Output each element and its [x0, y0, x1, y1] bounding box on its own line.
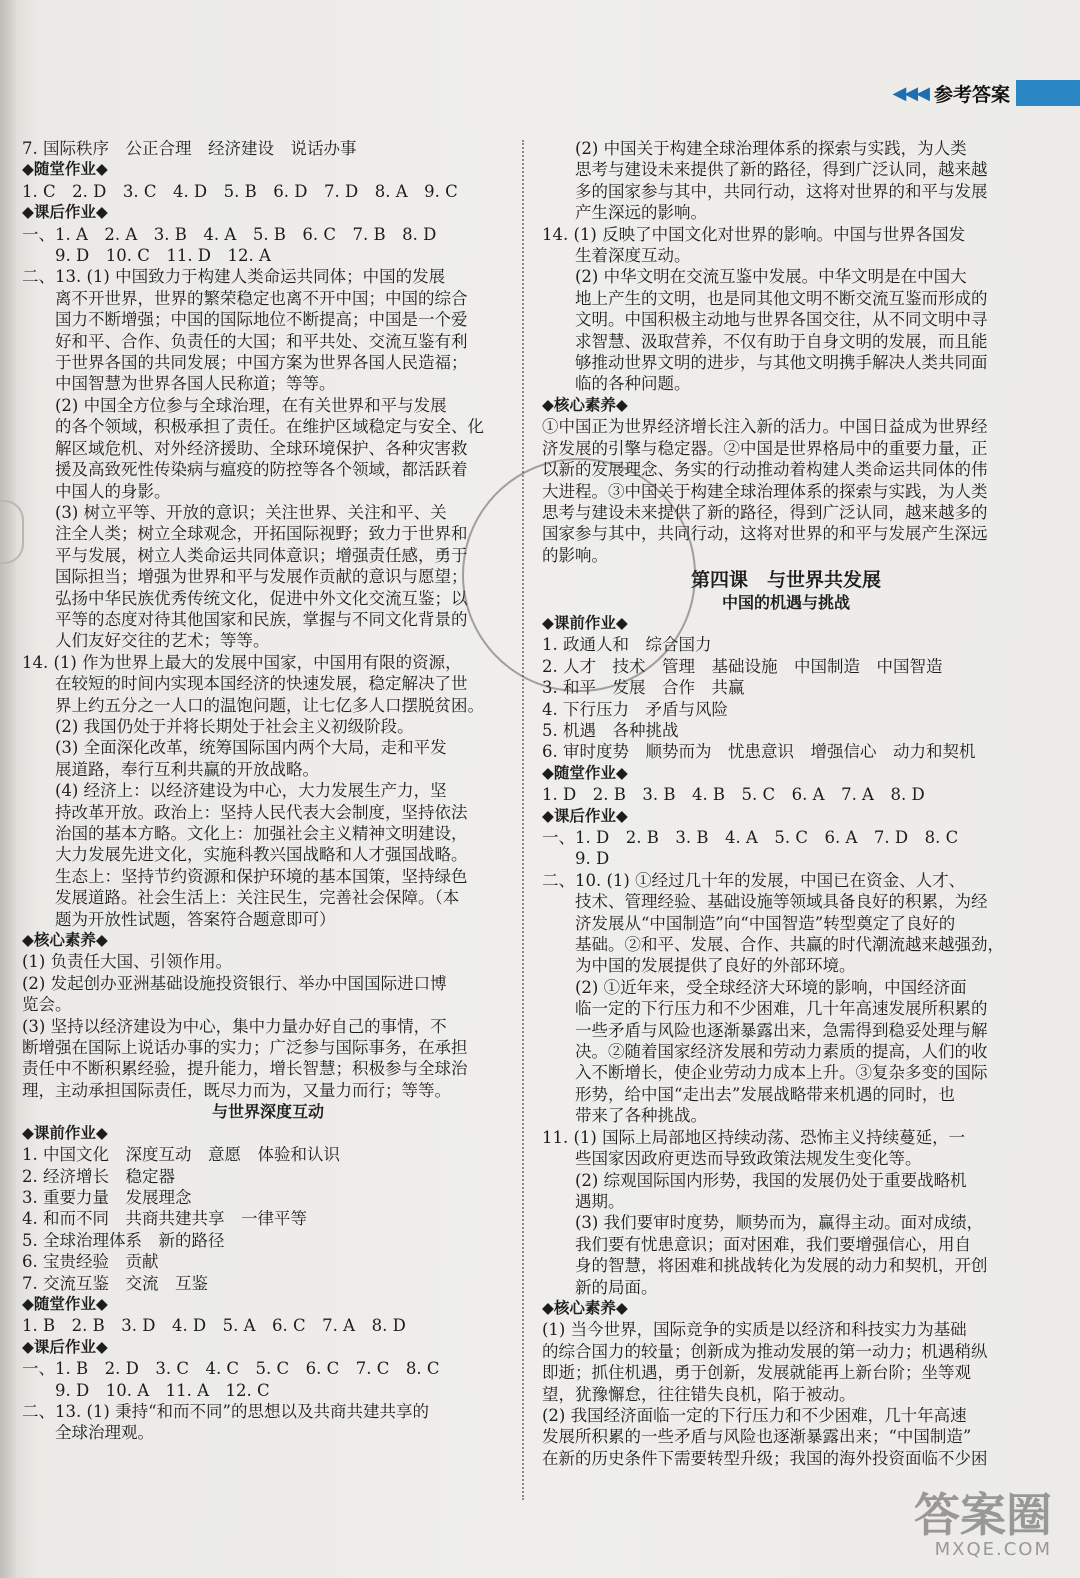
right-text-line: 在新的历史条件下需要转型升级；我国的海外投资面临不少困	[542, 1448, 988, 1468]
right-text-line: 济发展从“中国制造”向“中国智造”转型奠定了良好的	[542, 913, 956, 933]
right-text-line: ◆核心素养◆	[542, 395, 628, 414]
right-text-line: 以新的发展理念、务实的行动推动着构建人类命运共同体的伟	[542, 460, 988, 480]
left-text-line: 7. 交流互鉴 交流 互鉴	[22, 1273, 208, 1293]
left-text-line: 的各个领域，积极承担了责任。在维护区域稳定与安全、化	[22, 417, 484, 437]
right-text-line: 生着深度互动。	[542, 246, 691, 266]
left-text-line: 在较短的时间内实现本国经济的快速发展，稳定解决了世	[22, 674, 468, 694]
left-text-line: (3) 坚持以经济建设为中心，集中力量办好自己的事情，不	[22, 1016, 447, 1036]
left-text-line: 界上约五分之一人口的温饱问题，让七亿多人口摆脱贫困。	[22, 695, 484, 715]
left-text-line: 览会。	[22, 995, 72, 1015]
right-text-line: 地上产生的文明，也是同其他文明不断交流互鉴而形成的	[542, 288, 988, 308]
left-text-line: 于世界各国的共同发展；中国方案为世界各国人民造福；	[22, 353, 468, 373]
right-text-line: 望，犹豫懈怠，往往错失良机，陷于被动。	[542, 1384, 856, 1404]
left-text-line: ◆课后作业◆	[22, 1337, 108, 1356]
left-text-line: 14. (1) 作为世界上最大的发展中国家，中国用有限的资源，	[22, 652, 462, 672]
left-text-line: 中国人的身影。	[22, 481, 171, 501]
right-text-line: 2. 人才 技术 管理 基础设施 中国制造 中国智造	[542, 656, 943, 676]
left-text-line: 平等的态度对待其他国家和民族，掌握与不同文化背景的	[22, 609, 468, 629]
left-text-line: ◆随堂作业◆	[22, 160, 108, 179]
left-text-line: 断增强在国际上说话办事的实力；广泛参与国际事务，在承担	[22, 1038, 468, 1058]
left-text-line: 展道路，奉行互利共赢的开放战略。	[22, 759, 319, 779]
right-text-line: 我们要有忧患意识；面对困难，我们要增强信心，用自	[542, 1234, 971, 1254]
right-text-line: 入不断增长，使企业劳动力成本上升。③复杂多变的国际	[542, 1063, 988, 1083]
left-text-line: 7. 国际秩序 公正合理 经济建设 说话办事	[22, 139, 357, 158]
right-text-line: (2) 中国关于构建全球治理体系的探索与实践，为人类	[542, 139, 967, 158]
left-text-line: 一、1. A 2. A 3. B 4. A 5. B 6. C 7. B 8. D	[22, 224, 437, 244]
right-text-line: 求智慧、汲取营养，不仅有助于自身文明的发展，而且能	[542, 331, 988, 351]
left-text-line: (4) 经济上：以经济建设为中心，大力发展生产力，坚	[22, 781, 447, 801]
right-text-line: ◆核心素养◆	[542, 1298, 628, 1317]
right-text-line: 9. D	[542, 849, 610, 869]
left-column	[22, 138, 514, 1444]
left-text-line: 弘扬中华民族优秀传统文化，促进中外文化交流互鉴；以	[22, 588, 468, 608]
right-text-line: 大进程。③中国关于构建全球治理体系的探索与实践，为人类	[542, 481, 988, 501]
right-text-line: 1. 政通人和 综合国力	[542, 635, 712, 655]
right-text-line: 济发展的引擎与稳定器。②中国是世界格局中的重要力量，正	[542, 438, 988, 458]
left-text-line: 好和平、合作、负责任的大国；和平共处、交流互鉴有利	[22, 331, 468, 351]
watermark-logo-text: 答案圈	[914, 1488, 1052, 1542]
left-text-line: 与世界深度互动	[211, 1102, 324, 1122]
right-text-line: 临的各种问题。	[542, 374, 691, 394]
right-text-line: 4. 下行压力 矛盾与风险	[542, 699, 728, 719]
right-text-line: 新的局面。	[542, 1277, 658, 1297]
left-text-line: 题为开放性试题，答案符合题意即可）	[22, 909, 336, 929]
left-text-line: 平与发展，树立人类命运共同体意识；增强责任感，勇于	[22, 545, 468, 565]
left-text-line: 发展道路。社会生活上：关注民生，完善社会保障。（本	[22, 888, 460, 908]
right-text-line: 为中国的发展提供了良好的外部环境。	[542, 956, 856, 976]
left-text-line: 一、1. B 2. D 3. C 4. C 5. C 6. C 7. C 8. C	[22, 1359, 440, 1379]
left-text-line: 1. 中国文化 深度互动 意愿 体验和认识	[22, 1145, 340, 1165]
right-text-line: 一、1. D 2. B 3. B 4. A 5. C 6. A 7. D 8. C	[542, 828, 959, 847]
right-text-line: 二、10. (1) ①经过几十年的发展，中国已在资金、人才、	[542, 870, 966, 890]
right-text-line: ①中国正为世界经济增长注入新的活力。中国日益成为世界经	[542, 417, 988, 437]
right-text-line: 14. (1) 反映了中国文化对世界的影响。中国与世界各国发	[542, 224, 966, 244]
left-text-line: 2. 经济增长 稳定器	[22, 1166, 175, 1186]
right-text-line: ◆课后作业◆	[542, 806, 628, 825]
right-text-line: 基础。②和平、发展、合作、共赢的时代潮流越来越强劲，	[542, 935, 1004, 955]
left-text-line: 离不开世界，世界的繁荣稳定也离不开中国；中国的综合	[22, 288, 468, 308]
left-text-line: 全球治理观。	[22, 1423, 154, 1443]
right-text-line: 1. D 2. B 3. B 4. B 5. C 6. A 7. A 8. D	[542, 785, 925, 805]
right-text-line: 的综合国力的较量；创新成为推动发展的第一动力；机遇稍纵	[542, 1341, 988, 1361]
left-text-line: 1. B 2. B 3. D 4. D 5. A 6. C 7. A 8. D	[22, 1316, 406, 1336]
right-text-line: ◆随堂作业◆	[542, 763, 628, 782]
right-text-line: (2) 我国经济面临一定的下行压力和不少困难，几十年高速	[542, 1405, 967, 1425]
right-text-line: 第四课 与世界共发展	[690, 570, 881, 592]
left-text-line: ◆课前作业◆	[22, 1123, 108, 1142]
left-text-line: 理，主动承担国际责任，既尽力而为，又量力而行；等等。	[22, 1080, 451, 1100]
right-text-line: 5. 机遇 各种挑战	[542, 720, 679, 740]
page-header	[892, 78, 1080, 108]
right-text-line: 带来了各种挑战。	[542, 1106, 707, 1126]
right-text-line: 思考与建设未来提供了新的路径，得到广泛认同，越来越多的	[542, 502, 988, 522]
left-text-line: 大力发展先进文化，实施科教兴国战略和人才强国战略。	[22, 845, 468, 865]
left-text-line: 国际担当；增强为世界和平与发展作贡献的意识与愿望；	[22, 567, 468, 587]
right-text-line: (1) 当今世界，国际竞争的实质是以经济和科技实力为基础	[542, 1320, 967, 1340]
left-text-line: 4. 和而不同 共商共建共享 一律平等	[22, 1209, 307, 1229]
right-text-line: 遇期。	[542, 1191, 625, 1211]
right-text-line: 文明。中国积极主动地与世界各国交往，从不同文明中寻	[542, 310, 988, 330]
left-text-line: 注全人类；树立全球观念，开拓国际视野；致力于世界和	[22, 524, 468, 544]
column-divider	[522, 140, 524, 1500]
left-text-line: ◆随堂作业◆	[22, 1294, 108, 1313]
left-text-line: 二、13. (1) 秉持“和而不同”的思想以及共商共建共享的	[22, 1401, 429, 1421]
right-text-line: (2) 中华文明在交流互鉴中发展。中华文明是在中国大	[542, 267, 967, 287]
right-text-line: 产生深远的影响。	[542, 203, 707, 223]
right-text-line: 技术、管理经验、基础设施等领域具备良好的积累，为经	[542, 892, 988, 912]
right-text-line: 形势，给中国“走出去”发展战略带来机遇的同时，也	[542, 1084, 955, 1104]
right-text-line: 够推动世界文明的进步，与其他文明携手解决人类共同面	[542, 353, 988, 373]
left-text-line: 9. D 10. C 11. D 12. A	[22, 246, 271, 266]
right-text-line: ◆课前作业◆	[542, 613, 628, 632]
right-text-line: 的影响。	[542, 545, 608, 565]
triple-arrow-icon: ◀◀◀	[892, 82, 928, 104]
site-watermark	[914, 1488, 1052, 1560]
right-text-line: (2) ①近年来，受全球经济大环境的影响，中国经济面	[542, 977, 967, 997]
right-column	[542, 138, 1030, 1469]
watermark-url: MXQE.COM	[934, 1539, 1052, 1560]
right-text-line: 即逝；抓住机遇，勇于创新，发展就能再上新台阶；坐等观	[542, 1363, 971, 1383]
right-text-line: 6. 审时度势 顺势而为 忧患意识 增强信心 动力和契机	[542, 742, 976, 762]
right-text-line: 一些矛盾与风险也逐渐暴露出来，急需得到稳妥处理与解	[542, 1020, 988, 1040]
left-text-line: (3) 树立平等、开放的意识；关注世界、关注和平、关	[22, 502, 447, 522]
left-text-line: 中国智慧为世界各国人民称道；等等。	[22, 374, 336, 394]
left-text-line: 人们友好交往的艺术；等等。	[22, 631, 270, 651]
left-text-line: 援及高致死性传染病与瘟疫的防控等各个领域，都活跃着	[22, 460, 468, 480]
right-text-line: 国家参与其中，共同行动，这将对世界的和平与发展产生深远	[542, 524, 988, 544]
left-text-line: 6. 宝贵经验 贡献	[22, 1252, 159, 1272]
right-text-line: 决。②随着国家经济发展和劳动力素质的提高，人们的收	[542, 1042, 988, 1062]
left-text-line: ◆核心素养◆	[22, 931, 108, 950]
right-text-line: (2) 综观国际国内形势，我国的发展仍处于重要战略机	[542, 1170, 967, 1190]
right-text-line: (3) 我们要审时度势，顺势而为，赢得主动。面对成绩，	[542, 1213, 984, 1233]
left-text-line: 责任中不断积累经验，提升能力，增长智慧；积极参与全球治	[22, 1059, 468, 1079]
right-text-line: 发展所积累的一些矛盾与风险也逐渐暴露出来；“中国制造”	[542, 1427, 972, 1447]
header-title: 参考答案	[933, 83, 1010, 106]
right-text-line: 思考与建设未来提供了新的路径，得到广泛认同，越来越	[542, 160, 988, 180]
left-text-line: 解区域危机、对外经济援助、全球环境保护、各种灾害救	[22, 438, 468, 458]
left-text-line: 持改革开放。政治上：坚持人民代表大会制度，坚持依法	[22, 802, 468, 822]
left-text-line: 国力不断增强；中国的国际地位不断提高；中国是一个爱	[22, 310, 468, 330]
left-text-line: 9. D 10. A 11. A 12. C	[22, 1380, 270, 1400]
right-text-line: 3. 和平 发展 合作 共赢	[542, 678, 745, 698]
left-text-line: (2) 中国全方位参与全球治理，在有关世界和平与发展	[22, 395, 447, 415]
left-text-line: 3. 重要力量 发展理念	[22, 1187, 192, 1207]
left-text-line: 1. C 2. D 3. C 4. D 5. B 6. D 7. D 8. A 9. C	[22, 181, 458, 201]
right-text-line: 多的国家参与其中，共同行动，这将对世界的和平与发展	[542, 181, 988, 201]
left-text-line: (2) 发起创办亚洲基础设施投资银行、举办中国国际进口博	[22, 973, 447, 993]
left-text-line: (1) 负责任大国、引领作用。	[22, 952, 233, 972]
header-accent-bar	[1016, 80, 1080, 106]
left-text-line: ◆课后作业◆	[22, 203, 108, 222]
left-text-line: 二、13. (1) 中国致力于构建人类命运共同体；中国的发展	[22, 267, 446, 287]
right-text-line: 身的智慧，将困难和挑战转化为发展的动力和契机，开创	[542, 1256, 988, 1276]
left-text-line: 生态上：坚持节约资源和保护环境的基本国策，坚持绿色	[22, 866, 468, 886]
right-text-line: 11. (1) 国际上局部地区持续动荡、恐怖主义持续蔓延，一	[542, 1127, 966, 1147]
left-text-line: (2) 我国仍处于并将长期处于社会主义初级阶段。	[22, 716, 414, 736]
left-text-line: 治国的基本方略。文化上：加强社会主义精神文明建设，	[22, 824, 468, 843]
right-text-line: 临一定的下行压力和不少困难，几十年高速发展所积累的	[542, 999, 988, 1019]
right-text-line: 中国的机遇与挑战	[721, 592, 850, 612]
left-text-line: (3) 全面深化改革，统筹国际国内两个大局，走和平发	[22, 738, 447, 758]
right-text-line: 些国家因政府更迭而导致政策法规发生变化等。	[542, 1149, 922, 1169]
left-text-line: 5. 全球治理体系 新的路径	[22, 1230, 225, 1250]
